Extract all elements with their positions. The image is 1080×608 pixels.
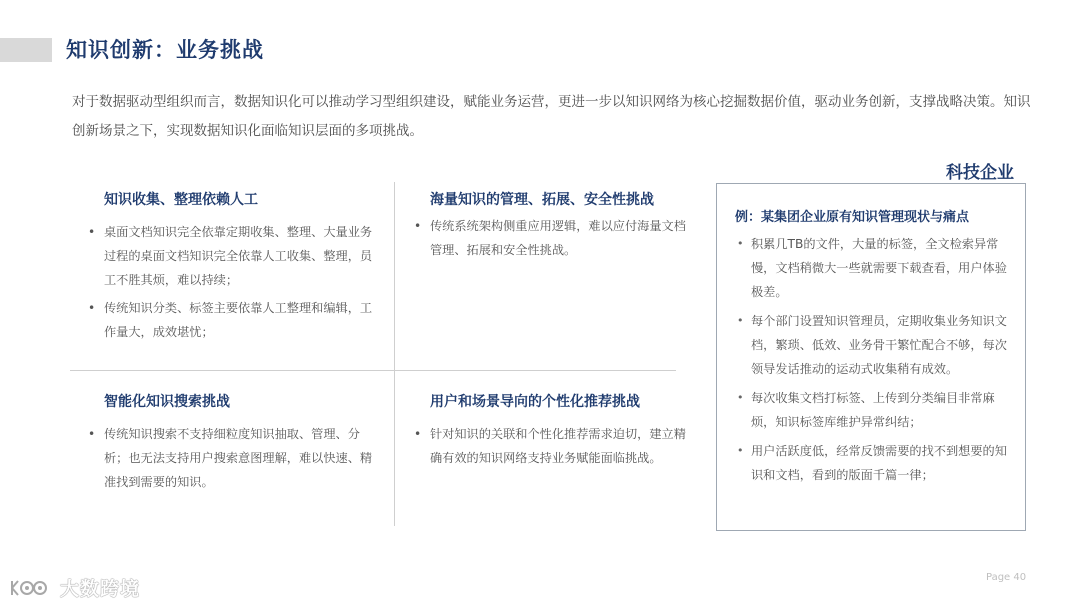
bullet-text: 积累几TB的文件，大量的标签，全文检索异常慢，文档稍微大一些就需要下载查看，用户体验极差。: [751, 237, 1007, 299]
bullet-icon: •: [414, 219, 422, 233]
bullet-list: [88, 220, 376, 344]
bullet-text: 桌面文档知识完全依靠定期收集、整理、大量业务过程的桌面文档知识完全依靠人工收集、整理，员工不胜其烦，难以持续；: [104, 225, 373, 287]
bullet-icon: •: [737, 391, 744, 404]
quadrant-heading: 海量知识的管理、拓展、安全性挑战: [430, 192, 654, 208]
quadrant-heading: 知识收集、整理依赖人工: [104, 192, 258, 208]
title-accent-bar: [0, 38, 52, 62]
side-panel-label: 科技企业: [946, 163, 1014, 183]
bullet-icon: •: [737, 237, 744, 250]
bullet-text: 传统知识搜索不支持细粒度知识抽取、管理、分析；也无法支持用户搜索意图理解，难以快速、精准找到需要的知识。: [104, 427, 373, 489]
list-item: [88, 422, 376, 494]
page-number: Page 40: [986, 572, 1027, 583]
bullet-icon: •: [414, 427, 422, 441]
list-item: [414, 214, 690, 262]
quadrant-knowledge-collection: [88, 190, 376, 348]
quadrant-heading: 智能化知识搜索挑战: [104, 394, 230, 410]
bullet-list: [88, 422, 376, 494]
bullet-icon: •: [88, 301, 96, 315]
page-title: 知识创新：业务挑战: [66, 38, 264, 62]
list-item: [735, 439, 1011, 487]
list-item: [735, 386, 1011, 434]
bullet-list: [414, 422, 692, 470]
bullet-list: [414, 214, 690, 262]
example-heading: 例：某集团企业原有知识管理现状与痛点: [735, 210, 970, 225]
vertical-divider: [394, 182, 395, 526]
list-item: [88, 220, 376, 292]
example-panel: [716, 183, 1026, 531]
bullet-icon: •: [88, 225, 96, 239]
watermark-logo-icon: [8, 577, 54, 599]
quadrant-intelligent-search: [88, 392, 376, 498]
horizontal-divider: [70, 370, 676, 371]
list-item: [414, 422, 692, 470]
bullet-list: [735, 232, 1011, 487]
list-item: [88, 296, 376, 344]
watermark: [8, 574, 140, 601]
bullet-text: 传统知识分类、标签主要依靠人工整理和编辑，工作量大，成效堪忧；: [104, 301, 373, 339]
quadrant-personalized-recommendation: [414, 392, 692, 474]
quadrant-knowledge-management: [414, 190, 690, 266]
quadrant-heading: 用户和场景导向的个性化推荐挑战: [430, 394, 640, 410]
bullet-text: 用户活跃度低，经常反馈需要的找不到想要的知识和文档，看到的版面千篇一律；: [751, 444, 1007, 482]
bullet-icon: •: [88, 427, 96, 441]
watermark-text: 大数跨境: [60, 578, 141, 600]
bullet-text: 针对知识的关联和个性化推荐需求迫切，建立精确有效的知识网络支持业务赋能面临挑战。: [430, 427, 686, 465]
bullet-text: 传统系统架构侧重应用逻辑，难以应付海量文档管理、拓展和安全性挑战。: [430, 219, 686, 257]
list-item: [735, 309, 1011, 381]
bullet-text: 每次收集文档打标签、上传到分类编目非常麻烦，知识标签库维护异常纠结；: [751, 391, 995, 429]
list-item: [735, 232, 1011, 304]
intro-paragraph: 对于数据驱动型组织而言，数据知识化可以推动学习型组织建设，赋能业务运营，更进一步以知识网络为核心挖掘数据价值，驱动业务创新，支撑战略决策。知识创新场景之下，实现数据知识化面临知识层面的多项挑战。: [72, 94, 1031, 139]
bullet-icon: •: [737, 314, 744, 327]
bullet-icon: •: [737, 444, 744, 457]
bullet-text: 每个部门设置知识管理员，定期收集业务知识文档，繁琐、低效、业务骨干繁忙配合不够，每次领导发话推动的运动式收集稍有成效。: [751, 314, 1007, 376]
